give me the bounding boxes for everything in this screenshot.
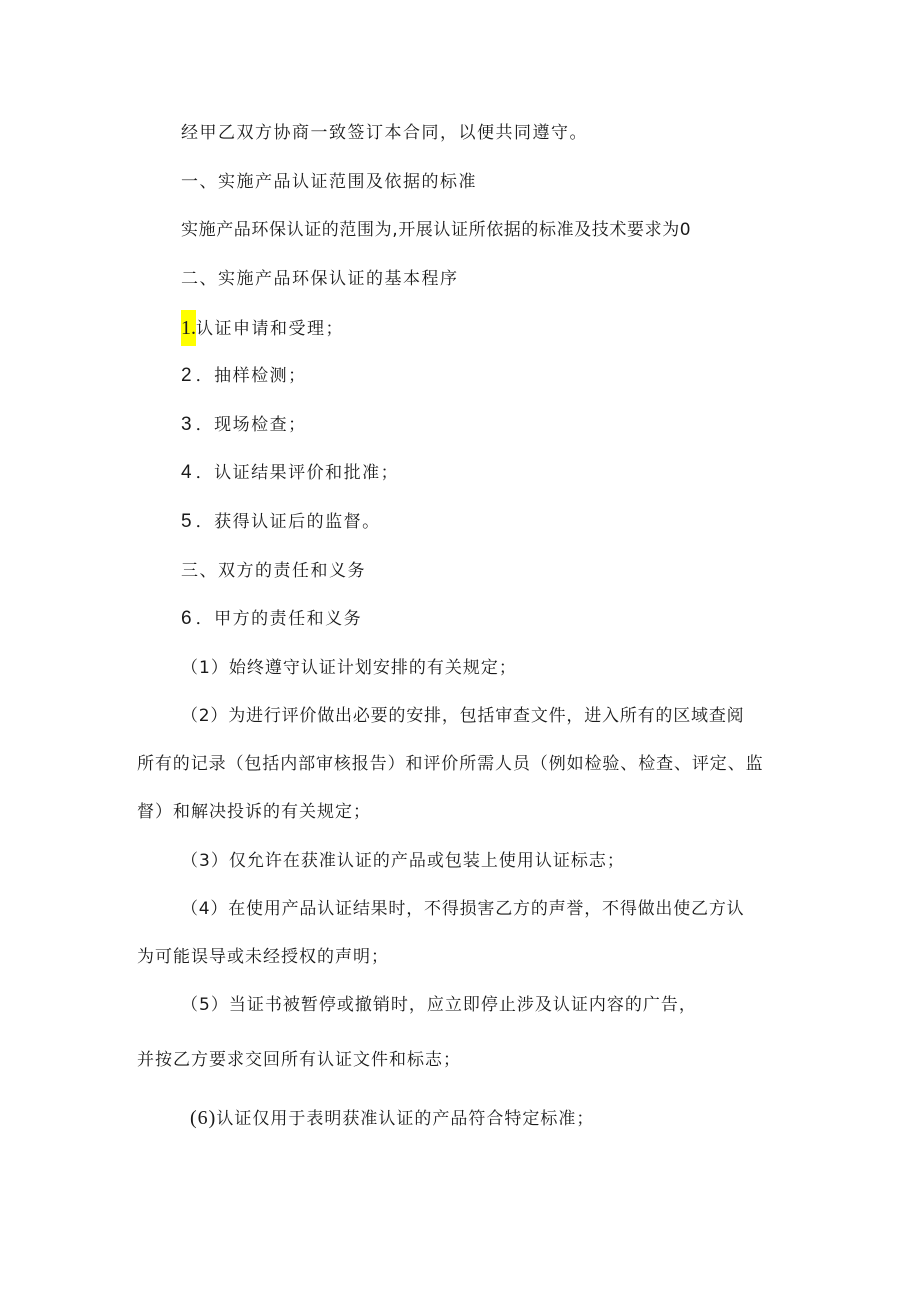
clause-4-line-1: （4）在使用产品认证结果时，不得损害乙方的声誉，不得做出使乙方认: [181, 899, 745, 919]
subsection-6: [181, 607, 362, 631]
clause-6-text: 认证仅用于表明获准认证的产品符合特定标准；: [216, 1109, 595, 1129]
list-item-5: [181, 510, 381, 534]
section-3-title: 三、双方的责任和义务: [181, 561, 366, 581]
clause-4-line-2: 为可能误导或未经授权的声明；: [137, 947, 389, 967]
list-item-3: [181, 413, 307, 437]
list-item-5-text: ．获得认证后的监督。: [195, 512, 381, 532]
clause-5-line-2: 并按乙方要求交回所有认证文件和标志；: [137, 1050, 461, 1070]
clause-2-line-3: 督）和解决投诉的有关规定；: [137, 802, 371, 822]
list-item-2-text: ．抽样检测；: [195, 366, 307, 386]
clause-1: （1）始终遵守认证计划安排的有关规定；: [181, 658, 517, 678]
list-item-2-number: 2: [181, 365, 196, 386]
clause-5-line-1: （5）当证书被暂停或撤销时，应立即停止涉及认证内容的广告，: [181, 995, 697, 1015]
section-1-title: 一、实施产品认证范围及依据的标准: [181, 172, 477, 192]
section-2-title: 二、实施产品环保认证的基本程序: [181, 269, 459, 289]
highlight-marker: 1.: [181, 310, 196, 346]
list-item-1: [181, 310, 344, 346]
section-1-body: 实施产品环保认证的范围为,开展认证所依据的标准及技术要求为0: [181, 220, 692, 240]
list-item-3-number: 3: [181, 414, 196, 435]
list-item-2: [181, 364, 307, 388]
subsection-6-number: 6: [181, 608, 196, 629]
list-item-3-text: ．现场检查；: [195, 415, 307, 435]
clause-6-number: (6): [190, 1107, 217, 1129]
list-item-1-text: 认证申请和受理；: [196, 319, 344, 339]
clause-3: （3）仅允许在获准认证的产品或包装上使用认证标志；: [181, 851, 625, 871]
clause-2-line-1: （2）为进行评价做出必要的安排，包括审查文件，进入所有的区域查阅: [181, 706, 745, 726]
list-item-4-text: ．认证结果评价和批准；: [195, 463, 400, 483]
intro-paragraph: 经甲乙双方协商一致签订本合同，以便共同遵守。: [181, 123, 588, 143]
list-item-4: [181, 461, 399, 485]
list-item-5-number: 5: [181, 511, 196, 532]
list-item-4-number: 4: [181, 462, 196, 483]
clause-6: [190, 1106, 594, 1131]
subsection-6-text: ．甲方的责任和义务: [195, 609, 363, 629]
clause-2-line-2: 所有的记录（包括内部审核报告）和评价所需人员（例如检验、检查、评定、监: [137, 754, 764, 774]
